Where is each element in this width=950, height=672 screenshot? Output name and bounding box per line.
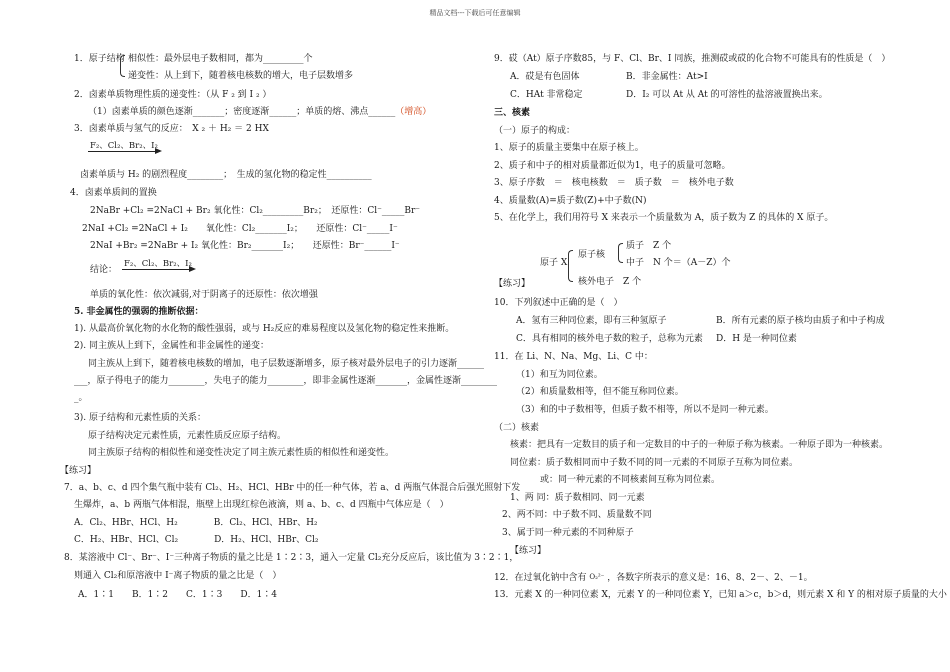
answer-red: （增高） <box>395 107 432 117</box>
isotope-definition: 同位素：质子数相同而中子数不同的同一元素的不同原子互称为同位素。 <box>510 458 799 468</box>
question-13: 13．元素 X 的一种同位素 X，元素 Y 的一种同位素 Y，已知 a＞c，b＞d，则元素 X 和 Y 的相对原子质量的大小 <box>494 590 947 600</box>
isotope-point-2: 2、两不同：中子数不同、质量数不同 <box>502 510 652 520</box>
point-2: 2、质子和中子的相对质量都近似为1，电子的质量可忽略。 <box>494 161 731 171</box>
arrowhead-icon <box>189 266 196 272</box>
trend-arrow-2 <box>122 259 196 269</box>
reaction-1: 2NaBr +Cl₂ =2NaCl + Br₂ 氧化性：Cl₂_________Br₂； 还原性：Cl⁻_____Br⁻ <box>90 206 421 216</box>
isotope-point-1: 1、两 同：质子数相同、同一元素 <box>510 493 645 503</box>
question-7-options-cd: C．H₂、HBr、HCl、Cl₂ D．H₂、HCl、HBr、Cl₂ <box>74 535 319 545</box>
brace <box>568 250 573 282</box>
isotope-alt-definition: 或：同一种元素的不同核素间互称为同位素。 <box>540 475 721 485</box>
item-2-1-text: （1）卤素单质的颜色逐渐_______；密度逐渐______；单质的熔、沸点______ <box>88 107 396 117</box>
item-5-3-b: 同主族原子结构的相似性和递变性决定了同主族元素性质的相似性和递变性。 <box>88 448 395 458</box>
question-10-option-d: D．H 是一种同位素 <box>716 334 797 344</box>
question-9-option-a: A．砹是有色固体 <box>510 72 580 82</box>
question-11: 11．在 Li、N、Na、Mg、Li、C 中： <box>494 352 653 362</box>
arrow-line <box>88 151 156 152</box>
arrow-line <box>122 269 190 270</box>
practice-heading: 【练习】 <box>60 466 97 476</box>
practice-heading: 【练习】 <box>494 279 531 289</box>
section-3-heading: 三、核素 <box>494 108 531 118</box>
item-5-3: 3). 原子结构和元素性质的关系： <box>74 413 206 423</box>
point-4: 4、质量数(A)=质子数(Z)+中子数(N) <box>494 196 647 206</box>
item-5-heading: 5. 非金属性的强弱的推断依据： <box>74 307 204 317</box>
question-12 <box>494 572 813 584</box>
trend-arrow-1 <box>88 141 162 151</box>
question-10-option-a: A．氢有三种同位素，即有三种氢原子 <box>516 316 667 326</box>
question-11-part-2: （2）和质量数相等，但不能互称同位素。 <box>516 387 684 397</box>
question-8-cont: 则通入 Cl₂和原溶液中 I⁻离子物质的量之比是（ ） <box>74 571 282 581</box>
question-12-text: 12．在过氧化钠中含有 <box>494 573 587 583</box>
item-5-2-b: ___，原子得电子的能力________，失电子的能力________，即非金属性逐渐_______，金属性逐渐________ <box>74 376 498 386</box>
peroxide-ion-symbol: O₂²⁻ <box>589 573 605 581</box>
isotope-point-3: 3、属于同一种元素的不同种原子 <box>502 528 634 538</box>
neutron-label: 中子 N 个＝（A－Z）个 <box>626 258 731 268</box>
subsection-2-heading: （二）核素 <box>494 423 540 433</box>
item-5-2-c: _。 <box>74 393 88 403</box>
question-12-text-cont: ，各数字所表示的意义是：16、8、2－、2、－1。 <box>607 573 813 583</box>
conclusion-label: 结论： <box>90 265 118 275</box>
question-7: 7．a、b、c、d 四个集气瓶中装有 Cl₂、H₂、HCl、HBr 中的任一种气体，若 a、d 两瓶气体混合后强光照射下发 <box>64 483 521 493</box>
arrowhead-icon <box>155 148 162 154</box>
electron-label: 核外电子 Z 个 <box>578 277 642 287</box>
question-11-part-1: （1）和互为同位素。 <box>516 370 603 380</box>
page-header: 精品文档---下载后可任意编辑 <box>429 9 521 17</box>
question-9-option-b: B．非金属性：At>I <box>626 72 708 82</box>
question-10-option-b: B．所有元素的原子核均由质子和中子构成 <box>716 316 885 326</box>
item-3: 3．卤素单质与氢气的反应： X ₂ ＋ H₂ ＝ 2 HX <box>74 124 269 134</box>
question-8: 8．某溶液中 Cl⁻、Br⁻、I⁻三种离子物质的量之比是 1∶2∶3，通入一定量 Cl₂充分反应后，该比值为 3∶2∶1， <box>64 553 519 563</box>
item-5-2-a: 同主族从上到下，随着核电核数的增加，电子层数逐渐增多，原子核对最外层电子的引力逐渐______ <box>88 359 485 369</box>
item-2: 2．卤素单质物理性质的递变性：（从 F ₂ 到 I ₂ ） <box>74 90 272 100</box>
item-5-1: 1). 从最高价氧化物的水化物的酸性强弱，或与 H₂反应的难易程度以及氢化物的稳定性来推断。 <box>74 324 455 334</box>
point-3: 3、原子序数 ＝ 核电核数 ＝ 质子数 ＝ 核外电子数 <box>494 178 734 188</box>
brace <box>618 243 623 263</box>
question-7-cont: 生爆炸，a、b 两瓶气体相混，瓶壁上出现红棕色液滴，则 a、b、c、d 四瓶中气体应是（ ） <box>74 500 449 510</box>
nucleus-label: 原子核 <box>578 250 606 260</box>
point-5: 5、在化学上，我们用符号 X 来表示一个质量数为 A，质子数为 Z 的具体的 X 原子。 <box>494 213 834 223</box>
practice-heading-2: 【练习】 <box>510 546 547 556</box>
question-10: 10．下列叙述中正确的是（ ） <box>494 298 623 308</box>
similarity-text: 相似性：最外层电子数相同，都为_________个 <box>128 54 313 64</box>
nuclide-definition: 核素：把具有一定数目的质子和一定数目的中子的一种原子称为核素。一种原子即为一种核素。 <box>510 440 889 450</box>
atom-structure-label: 1．原子结构 <box>74 54 125 64</box>
point-1: 1、原子的质量主要集中在原子核上。 <box>494 143 644 153</box>
item-5-2: 2). 同主族从上到下，金属性和非金属性的递变： <box>74 341 269 351</box>
proton-label: 质子 Z 个 <box>626 241 672 251</box>
item-2-1 <box>88 107 431 118</box>
question-10-option-c: C．具有相同的核外电子数的粒子，总称为元素 <box>516 334 703 344</box>
summary-text: 单质的氧化性：依次减弱,对于阴离子的还原性：依次增强 <box>90 290 318 300</box>
question-11-part-3: （3）和的中子数相等，但质子数不相等，所以不是同一种元素。 <box>516 405 774 415</box>
question-9: 9．砹（At）原子序数85，与 F、Cl、Br、I 同族，推测砹或砹的化合物不可能具有的性质是（ ） <box>494 54 891 64</box>
item-4: 4．卤素单质间的置换 <box>70 188 157 198</box>
question-7-options-ab: A．Cl₂、HBr、HCl、H₂ B．Cl₂、HCl、HBr、H₂ <box>74 518 318 528</box>
arrow-label: F₂、Cl₂、Br₂、I₂ <box>90 141 158 151</box>
atom-label: 原子 X <box>540 258 568 268</box>
item-5-3-a: 原子结构决定元素性质，元素性质反应原子结构。 <box>88 431 287 441</box>
item-3-b: 卤素单质与 H₂ 的剧烈程度________； 生成的氢化物的稳定性__________ <box>80 170 372 180</box>
reaction-3: 2NaI +Br₂ =2NaBr + I₂ 氧化性：Br₂_______I₂； 还原性：Br⁻______I⁻ <box>90 241 400 251</box>
gradient-text: 递变性：从上到下，随着核电核数的增大，电子层数增多 <box>128 71 354 81</box>
question-9-option-c: C．HAt 非常稳定 <box>510 90 583 100</box>
brace <box>120 55 125 77</box>
reaction-2: 2NaI +Cl₂ =2NaCl + I₂ 氧化性：Cl₂_______I₂； 还原性：Cl⁻_____I⁻ <box>82 224 398 234</box>
question-9-option-d: D．I₂ 可以 At 从 At 的可溶性的盐溶液置换出来。 <box>626 90 828 100</box>
question-8-options: A．1∶1 B．1∶2 C．1∶3 D．1∶4 <box>78 590 278 600</box>
subsection-1-heading: （一）原子的构成： <box>494 126 576 136</box>
arrow-label: F₂、Cl₂、Br₂、I₂ <box>124 259 192 269</box>
